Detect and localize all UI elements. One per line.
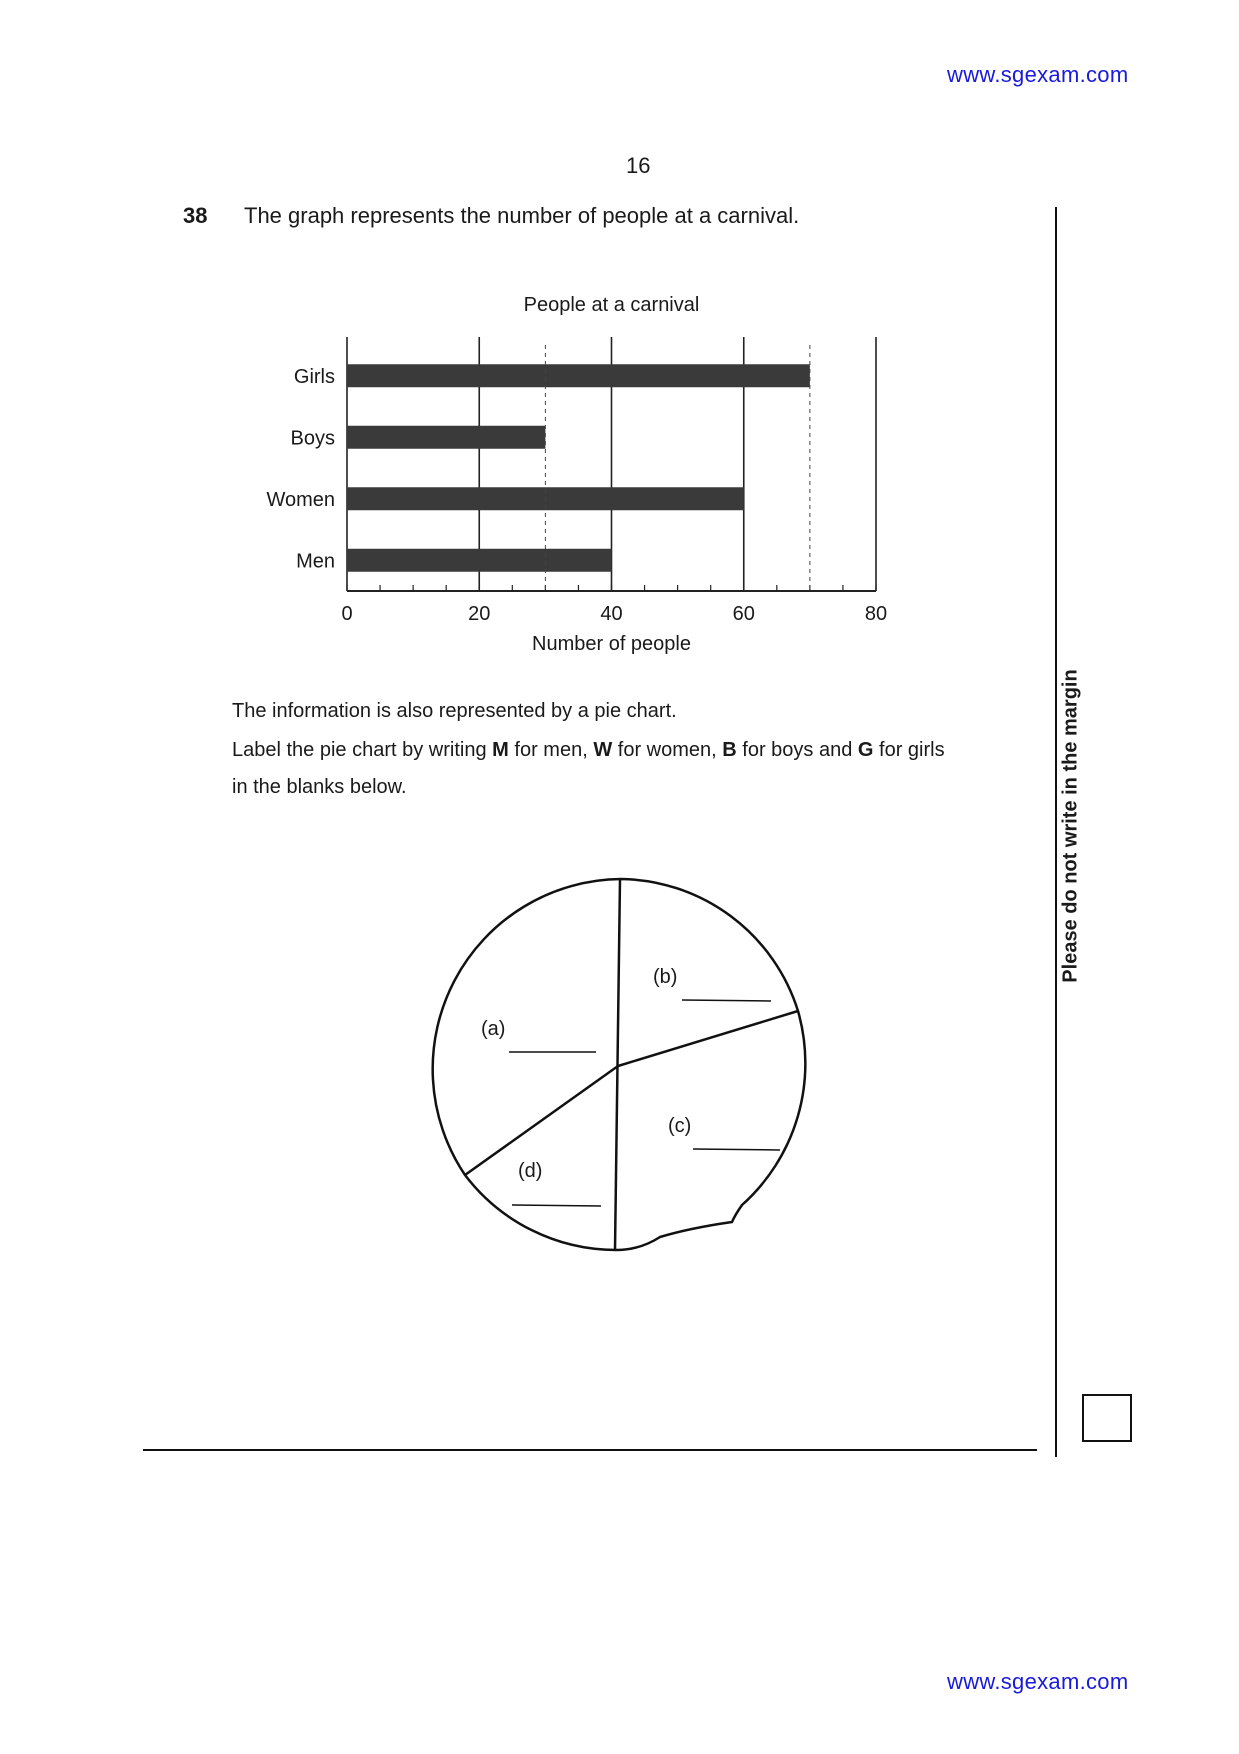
category-label-women: Women [266,488,335,511]
question-number: 38 [183,203,208,228]
pie-label-b: (b) [653,966,678,988]
score-box[interactable] [1082,1394,1132,1442]
instruction-code-w: W [593,739,613,761]
margin-rule-vertical [1055,207,1057,1457]
category-label-girls: Girls [293,365,335,388]
pie-chart [420,870,820,1260]
instruction-text: for women, [612,739,723,761]
label-instruction [232,739,945,762]
page-number: 16 [626,153,651,178]
margin-rule-horizontal [143,1449,1037,1451]
x-tick-label: 40 [600,603,623,625]
category-label-men: Men [296,550,335,573]
pie-label-a: (a) [481,1018,506,1040]
instruction-code-b: B [722,739,737,761]
bar-boys [347,426,545,449]
pie-label-c: (c) [668,1115,692,1137]
pie-label-d: (d) [518,1160,543,1182]
blanks-line: in the blanks below. [232,776,407,798]
instruction-text: for men, [508,739,594,761]
instruction-code-g: G [857,739,874,761]
info-line: The information is also represented by a pie chart. [232,700,677,722]
answer-blank-b[interactable] [682,1000,771,1001]
question-stem: The graph represents the number of people at a carnival. [244,203,800,228]
category-label-boys: Boys [290,427,335,450]
site-url-bottom[interactable]: www.sgexam.com [947,1669,1129,1694]
answer-blank-c[interactable] [693,1149,780,1150]
x-tick-label: 0 [341,603,353,625]
pie-divider-left [465,1066,618,1175]
x-tick-label: 60 [732,603,755,625]
answer-blank-d[interactable] [512,1205,601,1206]
bar-chart [230,290,950,670]
instruction-text: Label the pie chart by writing [232,739,493,761]
pie-divider-right [618,1011,798,1066]
bar-men [347,549,612,572]
instruction-text: for girls [873,739,945,761]
instruction-text: for boys and [736,739,858,761]
margin-note-text: Please do not write in the margin [1059,669,1082,983]
chart-title: People at a carnival [523,294,700,316]
instruction-code-m: M [492,739,509,761]
x-tick-label: 80 [864,603,888,625]
x-axis-label: Number of people [532,633,691,655]
site-url-top[interactable]: www.sgexam.com [947,62,1129,87]
bar-girls [347,364,810,387]
x-tick-label: 20 [468,603,491,625]
